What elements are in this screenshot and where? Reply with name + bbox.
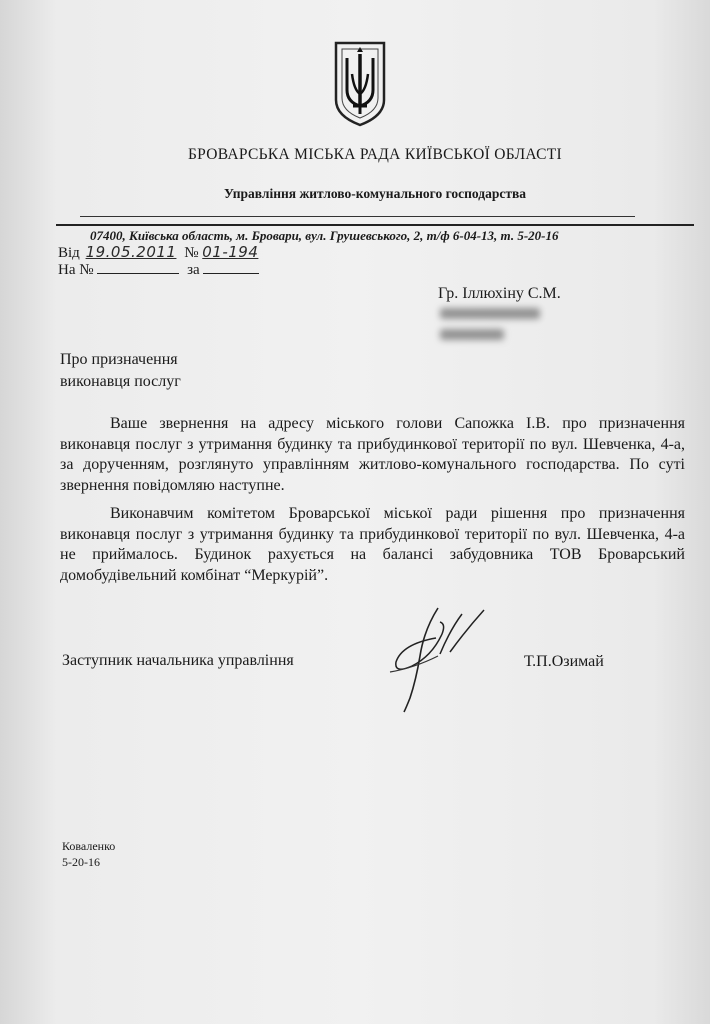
reference-label: На № <box>58 262 94 278</box>
coat-of-arms-icon <box>333 40 387 128</box>
header-divider <box>80 216 635 217</box>
addressee-name: Гр. Іллюхіну С.М. <box>438 285 561 302</box>
reference-date-blank <box>203 262 259 274</box>
letter-body <box>60 414 685 586</box>
organization-name: БРОВАРСЬКА МІСЬКА РАДА КИЇВСЬКОЇ ОБЛАСТІ <box>187 146 563 163</box>
executor-info <box>62 838 115 870</box>
outgoing-registration <box>58 243 258 262</box>
header-divider-bold <box>56 224 694 226</box>
signatory-name: Т.П.Озимай <box>524 653 604 670</box>
number-label: № <box>184 245 199 261</box>
executor-phone: 5-20-16 <box>62 855 100 869</box>
letter-date: 19.05.2011 <box>85 243 177 261</box>
body-paragraph-2: Виконавчим комітетом Броварської міської ради рішення про призначення виконавця послуг з утримання будинку та прибудинкової території по вул. Шевченка, 4-а не приймалось. Будинок рахується на балансі забудовника ТОВ Броварський домобудівельний комбінат “Меркурій”. <box>60 505 685 584</box>
from-label: Від <box>58 245 80 261</box>
department-name: Управління житлово-комунального господарства <box>223 186 527 201</box>
subject-line-1: Про призначення <box>60 351 178 368</box>
handwritten-signature <box>380 600 490 718</box>
body-paragraph-1: Ваше звернення на адресу міського голови Сапожка І.В. про призначення виконавця послуг з утримання будинку та прибудинкової території по вул. Шевченка, 4-а, за дорученням, розглянуто управлінням житлово-комунального господарства. По суті звернення повідомляю наступне. <box>60 415 685 494</box>
letter-number: 01-194 <box>202 243 259 261</box>
reference-registration <box>58 262 259 279</box>
organization-address: 07400, Київська область, м. Бровари, вул. Грушевського, 2, т/ф 6-04-13, т. 5-20-16 <box>90 228 559 243</box>
executor-name: Коваленко <box>62 839 116 853</box>
letter-subject <box>60 349 181 393</box>
signatory-position: Заступник начальника управління <box>62 652 294 669</box>
reference-date-label: за <box>187 262 200 278</box>
reference-number-blank <box>97 262 179 274</box>
subject-line-2: виконавця послуг <box>60 373 181 390</box>
redacted-address <box>440 308 544 352</box>
